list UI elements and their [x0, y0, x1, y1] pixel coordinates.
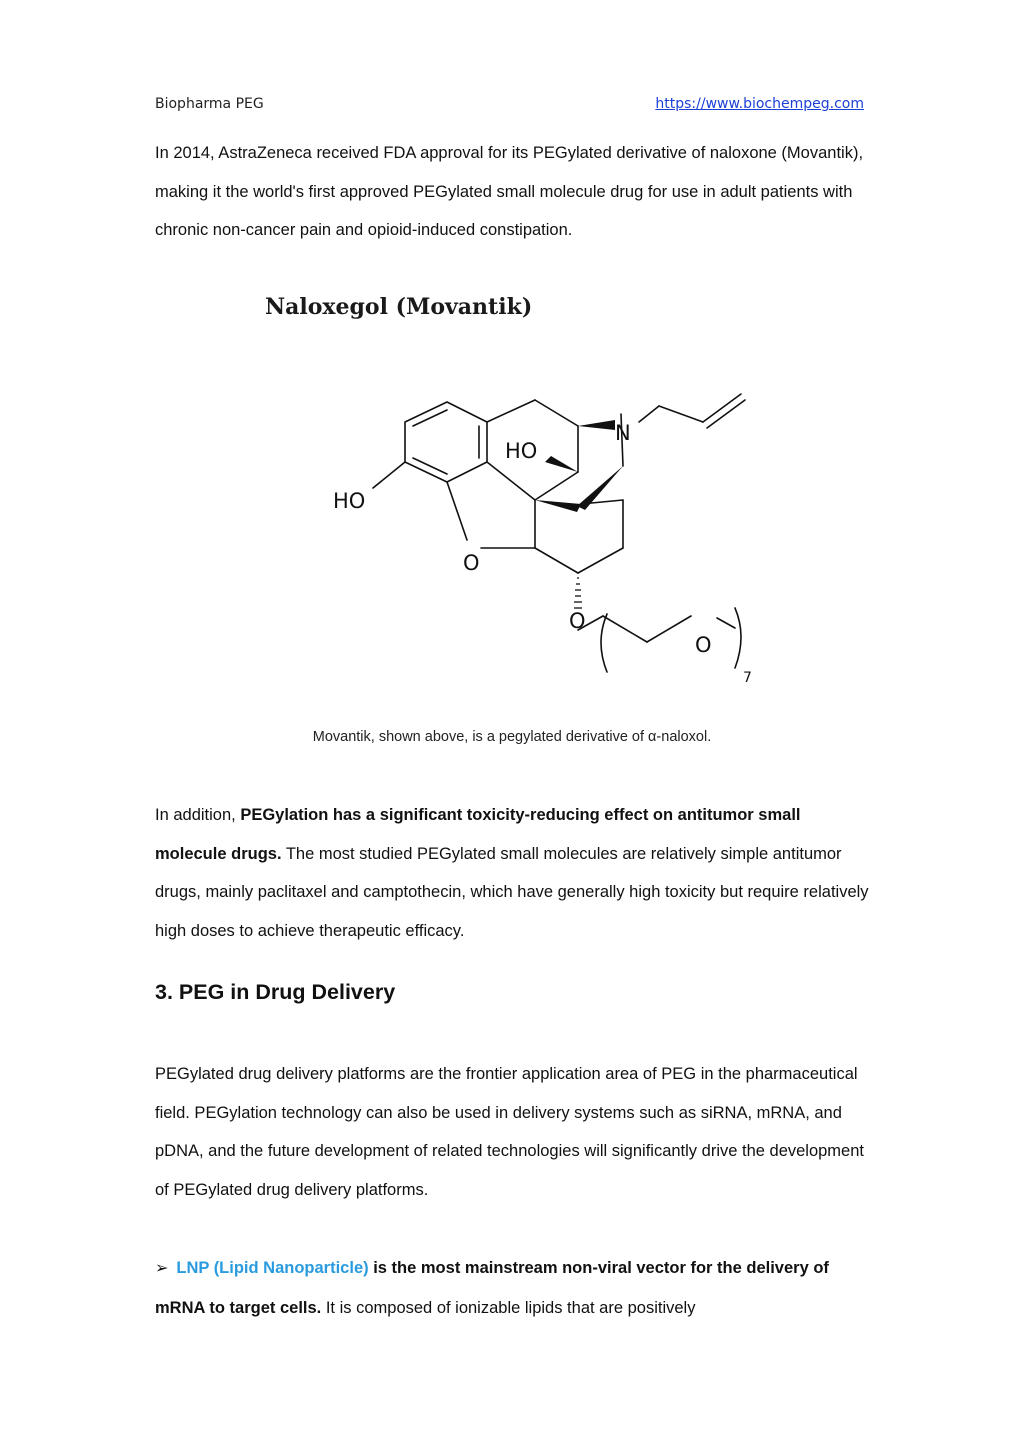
lnp-rest: It is composed of ionizable lipids that are positively	[321, 1298, 696, 1317]
naloxegol-structure-figure	[255, 280, 775, 690]
header-url-link[interactable]: https://www.biochempeg.com	[655, 96, 864, 112]
label-o-ether: O	[569, 609, 586, 633]
paragraph-bold-claim: PEGylation has a significant toxicity-reducing effect on antitumor small molecule drugs.	[155, 806, 801, 863]
label-o-peg: O	[695, 633, 712, 657]
paragraph-rest: The most studied PEGylated small molecules are relatively simple antitumor drugs, mainly paclitaxel and camptothecin, which have generally high toxicity but require relatively high doses to achieve therapeutic efficacy.	[155, 844, 869, 940]
paragraph-delivery-platforms: PEGylated drug delivery platforms are the frontier application area of PEG in the pharmaceutical field. PEGylation technology can also be used in delivery systems such as siRNA, mRNA, and pDNA, and the future development of related technologies will significantly drive the development of PEGylated drug delivery platforms.	[155, 1065, 864, 1199]
label-o-ring: O	[463, 551, 480, 575]
hashed-bond	[574, 578, 582, 608]
aromatic-ring	[405, 402, 487, 482]
figure-title: Naloxegol (Movantik)	[265, 294, 533, 320]
section-heading: 3. PEG in Drug Delivery	[155, 980, 396, 1004]
lnp-highlight: LNP (Lipid Nanoparticle)	[176, 1259, 369, 1277]
header-brand: Biopharma PEG	[155, 96, 264, 112]
bullet-arrow-icon: ➢	[155, 1260, 169, 1277]
paragraph-movantik-intro: In 2014, AstraZeneca received FDA approval for its PEGylated derivative of naloxone (Movantik), making it the world's first approved PEGylated small molecule drug for use in adult patients with chronic non-cancer pain and opioid-induced constipation.	[155, 144, 864, 239]
wedge-bond-oh	[545, 456, 578, 472]
wedge-bond-bridge	[535, 500, 581, 512]
wedge-bond-n	[578, 420, 615, 430]
lnp-bold-claim: is the most mainstream non-viral vector for the delivery of mRNA to target cells.	[155, 1259, 829, 1317]
paragraph-toxicity	[155, 796, 875, 950]
label-ho-left: HO	[333, 489, 366, 513]
paragraph-lnp	[155, 1249, 875, 1327]
label-repeat-count: 7	[743, 670, 752, 686]
figure-caption: Movantik, shown above, is a pegylated derivative of α-naloxol.	[312, 729, 712, 745]
label-ho-mid: HO	[505, 439, 538, 463]
chemical-structure-drawing	[255, 280, 775, 690]
label-n: N	[615, 421, 631, 445]
paragraph-lead: In addition,	[155, 806, 241, 824]
